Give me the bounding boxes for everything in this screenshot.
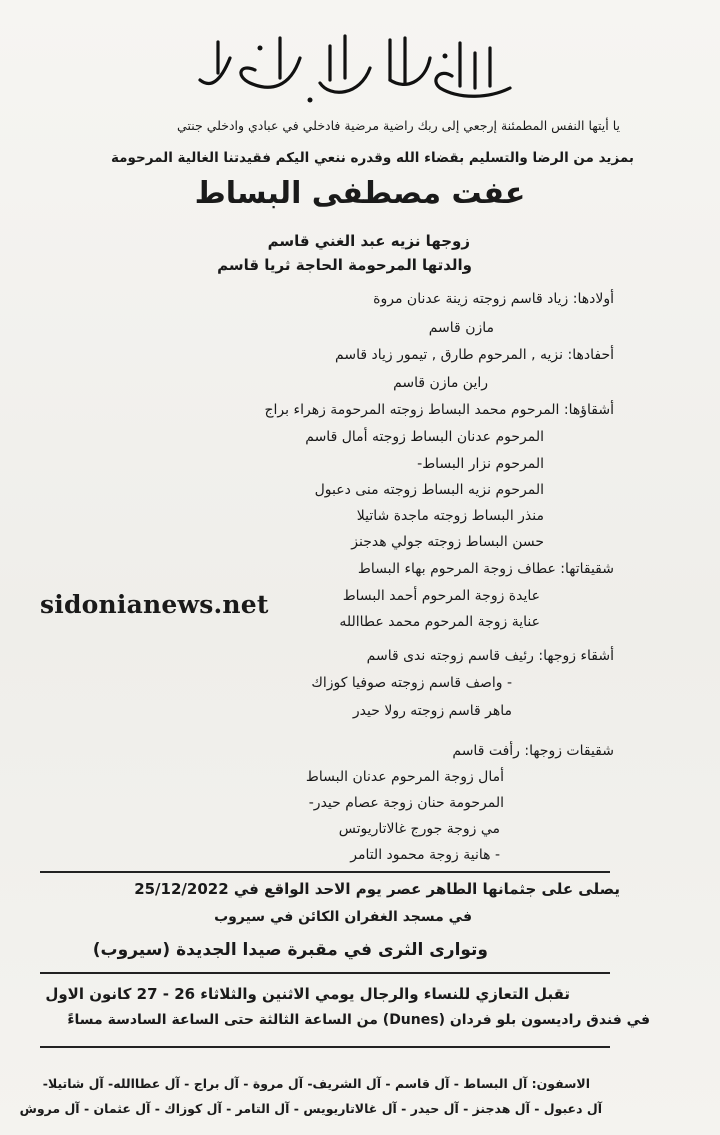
family-line: أشقاء زوجها: رئيف قاسم زوجته ندى قاسم bbox=[366, 648, 614, 664]
family-line: مي زوجة جورج غالاتاريوتس bbox=[338, 821, 500, 837]
family-line: شقيقاتها: عطاف زوجة المرحوم بهاء البساط bbox=[357, 561, 614, 577]
condolences-days-line: تقبل التعازي للنساء والرجال يومي الاثنين والثلاثاء 26 - 27 كانون الاول bbox=[45, 985, 570, 1003]
calligraphy-logo bbox=[190, 28, 530, 108]
family-line: أولادها: زياد قاسم زوجته زينة عدنان مروة bbox=[373, 291, 614, 307]
funeral-prayer-line: يصلى على جثمانها الطاهر عصر يوم الاحد الواقع في 25/12/2022 bbox=[134, 880, 620, 898]
family-line: حسن البساط زوجته جولي هدجنز bbox=[351, 534, 544, 550]
website-watermark: sidonianews.net bbox=[40, 590, 269, 619]
family-line: أمال زوجة المرحوم عدنان البساط bbox=[305, 769, 504, 785]
family-line: ماهر قاسم زوجته رولا حيدر bbox=[352, 703, 512, 719]
divider bbox=[40, 972, 610, 974]
family-line: منذر البساط زوجته ماجدة شاتيلا bbox=[356, 508, 544, 524]
mourning-families-line: آل دعبول - آل هدجنز - آل حيدر - آل غالاتاريويس - آل التامر - آل كوزاك - آل عثمان - آل مروش bbox=[19, 1101, 602, 1116]
mother-line: والدتها المرحومة الحاجة ثريا قاسم bbox=[217, 256, 472, 274]
mourning-families-line: الاسفون: آل البساط - آل قاسم - آل الشريف- آل مروة - آل براج - آل عطاالله- آل شاتيلا- bbox=[42, 1076, 590, 1091]
family-line: - واصف قاسم زوجته صوفيا كوزاك bbox=[311, 675, 512, 691]
divider bbox=[40, 871, 610, 873]
burial-line: وتوارى الثرى في مقبرة صيدا الجديدة (سيروب) bbox=[92, 940, 488, 960]
family-line: أحفادها: نزيه , المرحوم طارق , تيمور زياد قاسم bbox=[335, 347, 614, 363]
divider bbox=[40, 1046, 610, 1048]
deceased-name: عفت مصطفى البساط bbox=[194, 176, 526, 211]
family-line: شقيقات زوجها: رأفت قاسم bbox=[452, 743, 614, 759]
family-line: عناية زوجة المرحوم محمد عطاالله bbox=[339, 614, 540, 630]
mosque-line: في مسجد الغفران الكائن في سيروب bbox=[214, 909, 472, 925]
family-line: عايدة زوجة المرحوم أحمد البساط bbox=[342, 588, 540, 604]
husband-line: زوجها نزيه عبد الغني قاسم bbox=[267, 232, 470, 250]
family-line: المرحومة حنان زوجة عصام حيدر- bbox=[308, 795, 504, 811]
family-line: - هانية زوجة محمود التامر bbox=[350, 847, 500, 863]
announcement-intro: بمزيد من الرضا والتسليم بقضاء الله وقدره ننعي اليكم فقيدتنا الغالية المرحومة bbox=[110, 150, 634, 166]
family-line: أشقاؤها: المرحوم محمد البساط زوجته المرحومة زهراء براج bbox=[264, 402, 614, 418]
family-line: مازن قاسم bbox=[428, 320, 494, 336]
condolences-venue-line: في فندق راديسون بلو فردان (Dunes) من الساعة الثالثة حتى الساعة السادسة مساءً bbox=[67, 1012, 650, 1028]
family-line: المرحوم نزار البساط- bbox=[417, 456, 544, 472]
family-line: راين مازن قاسم bbox=[393, 375, 488, 391]
quran-verse: يا أيتها النفس المطمئنة إرجعي إلى ربك راضية مرضية فادخلي في عبادي وادخلي جنتي bbox=[177, 118, 620, 133]
family-line: المرحوم نزيه البساط زوجته منى دعبول bbox=[314, 482, 544, 498]
family-line: المرحوم عدنان البساط زوجته أمال قاسم bbox=[305, 429, 544, 445]
